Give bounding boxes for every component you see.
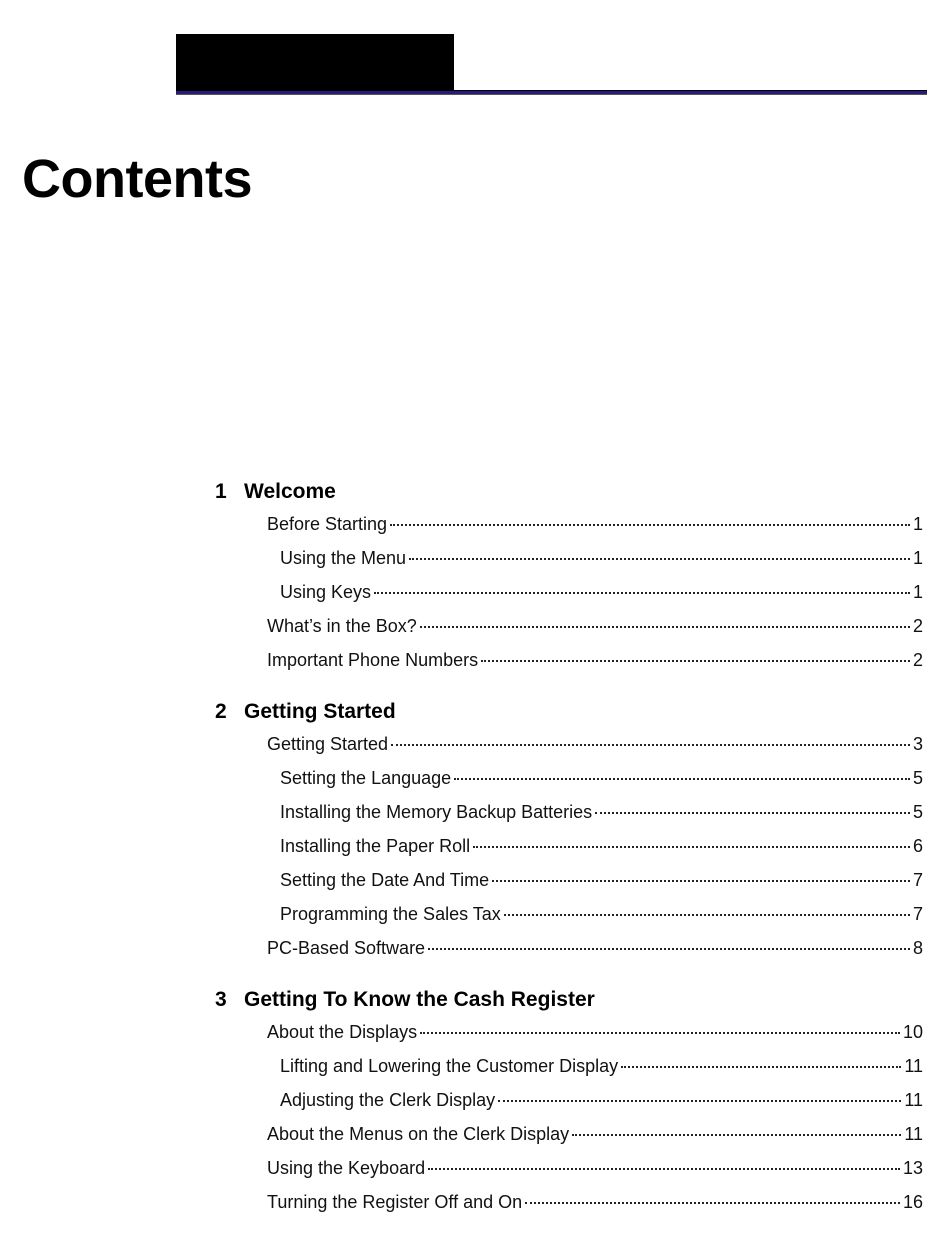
toc-entry-page: 3	[912, 734, 923, 754]
toc-entry-label: Using Keys	[280, 582, 372, 602]
toc-entry[interactable]	[215, 836, 923, 870]
dot-leader	[428, 948, 910, 950]
page-title: Contents	[22, 149, 252, 209]
dot-leader	[595, 812, 910, 814]
toc-entry-page: 7	[912, 870, 923, 890]
chapter-heading[interactable]	[215, 700, 923, 734]
toc-chapter-1	[215, 480, 923, 684]
dot-leader	[390, 524, 910, 526]
toc-entry[interactable]	[215, 938, 923, 972]
toc-entry-label: Programming the Sales Tax	[280, 904, 501, 924]
dot-leader	[374, 592, 910, 594]
toc-entry-label: Important Phone Numbers	[267, 650, 479, 670]
toc-entry-page: 10	[902, 1022, 923, 1042]
dot-leader	[473, 846, 910, 848]
header-black-block	[176, 34, 454, 94]
chapter-number: 3	[215, 988, 227, 1011]
toc-entry[interactable]	[215, 1022, 923, 1056]
toc-entry-label: Lifting and Lowering the Customer Display	[280, 1056, 619, 1076]
dot-leader	[391, 744, 910, 746]
dot-leader	[504, 914, 910, 916]
toc-entry-page: 11	[904, 1090, 923, 1110]
toc-entry-label: About the Menus on the Clerk Display	[267, 1124, 570, 1144]
toc-entry-label: Before Starting	[267, 514, 388, 534]
toc-entry-label: Using the Menu	[280, 548, 407, 568]
toc-entry-page: 1	[912, 514, 923, 534]
dot-leader	[481, 660, 910, 662]
dot-leader	[409, 558, 910, 560]
toc-entry-label: Installing the Memory Backup Batteries	[280, 802, 593, 822]
toc-entry[interactable]	[215, 650, 923, 684]
header-rule	[176, 90, 927, 95]
toc-entry-page: 5	[912, 802, 923, 822]
toc-entry-label: Setting the Date And Time	[280, 870, 490, 890]
toc-entry-label: Turning the Register Off and On	[267, 1192, 523, 1212]
toc-entry-page: 11	[904, 1124, 923, 1144]
toc-entry-page: 8	[912, 938, 923, 958]
toc-entry[interactable]	[215, 548, 923, 582]
toc-entry[interactable]	[215, 1158, 923, 1192]
toc-entry-page: 1	[912, 548, 923, 568]
toc-entry[interactable]	[215, 1124, 923, 1158]
dot-leader	[454, 778, 910, 780]
toc-entry-page: 16	[902, 1192, 923, 1212]
toc-entry[interactable]	[215, 1056, 923, 1090]
toc-entry[interactable]	[215, 514, 923, 548]
toc-entry[interactable]	[215, 904, 923, 938]
toc-entry-label: Getting Started	[267, 734, 389, 754]
dot-leader	[621, 1066, 901, 1068]
table-of-contents	[215, 480, 923, 1226]
dot-leader	[498, 1100, 901, 1102]
chapter-heading[interactable]	[215, 988, 923, 1022]
toc-entry-label: About the Displays	[267, 1022, 418, 1042]
toc-chapter-2	[215, 700, 923, 972]
dot-leader	[572, 1134, 901, 1136]
toc-entry[interactable]	[215, 734, 923, 768]
toc-entry-page: 11	[904, 1056, 923, 1076]
toc-entry[interactable]	[215, 1192, 923, 1226]
dot-leader	[420, 1032, 900, 1034]
dot-leader	[525, 1202, 900, 1204]
chapter-number: 2	[215, 700, 227, 723]
toc-entry-page: 5	[912, 768, 923, 788]
toc-entry-page: 13	[902, 1158, 923, 1178]
toc-entry[interactable]	[215, 802, 923, 836]
toc-entry-label: Setting the Language	[280, 768, 452, 788]
toc-entry-page: 2	[912, 616, 923, 636]
toc-entry-label: What’s in the Box?	[267, 616, 417, 636]
toc-entry-label: Using the Keyboard	[267, 1158, 426, 1178]
dot-leader	[428, 1168, 900, 1170]
chapter-title: Getting Started	[244, 700, 396, 723]
toc-entry[interactable]	[215, 1090, 923, 1124]
dot-leader	[420, 626, 910, 628]
toc-entry-label: Installing the Paper Roll	[280, 836, 471, 856]
toc-entry-page: 7	[912, 904, 923, 924]
chapter-title: Welcome	[244, 480, 336, 503]
chapter-number: 1	[215, 480, 227, 503]
toc-entry-page: 1	[912, 582, 923, 602]
toc-entry-page: 6	[912, 836, 923, 856]
chapter-heading[interactable]	[215, 480, 923, 514]
toc-entry-label: PC-Based Software	[267, 938, 426, 958]
toc-entry[interactable]	[215, 616, 923, 650]
toc-entry[interactable]	[215, 870, 923, 904]
dot-leader	[492, 880, 910, 882]
toc-entry-page: 2	[912, 650, 923, 670]
toc-chapter-3	[215, 988, 923, 1226]
toc-entry[interactable]	[215, 768, 923, 802]
toc-entry[interactable]	[215, 582, 923, 616]
toc-entry-label: Adjusting the Clerk Display	[280, 1090, 496, 1110]
chapter-title: Getting To Know the Cash Register	[244, 988, 595, 1011]
